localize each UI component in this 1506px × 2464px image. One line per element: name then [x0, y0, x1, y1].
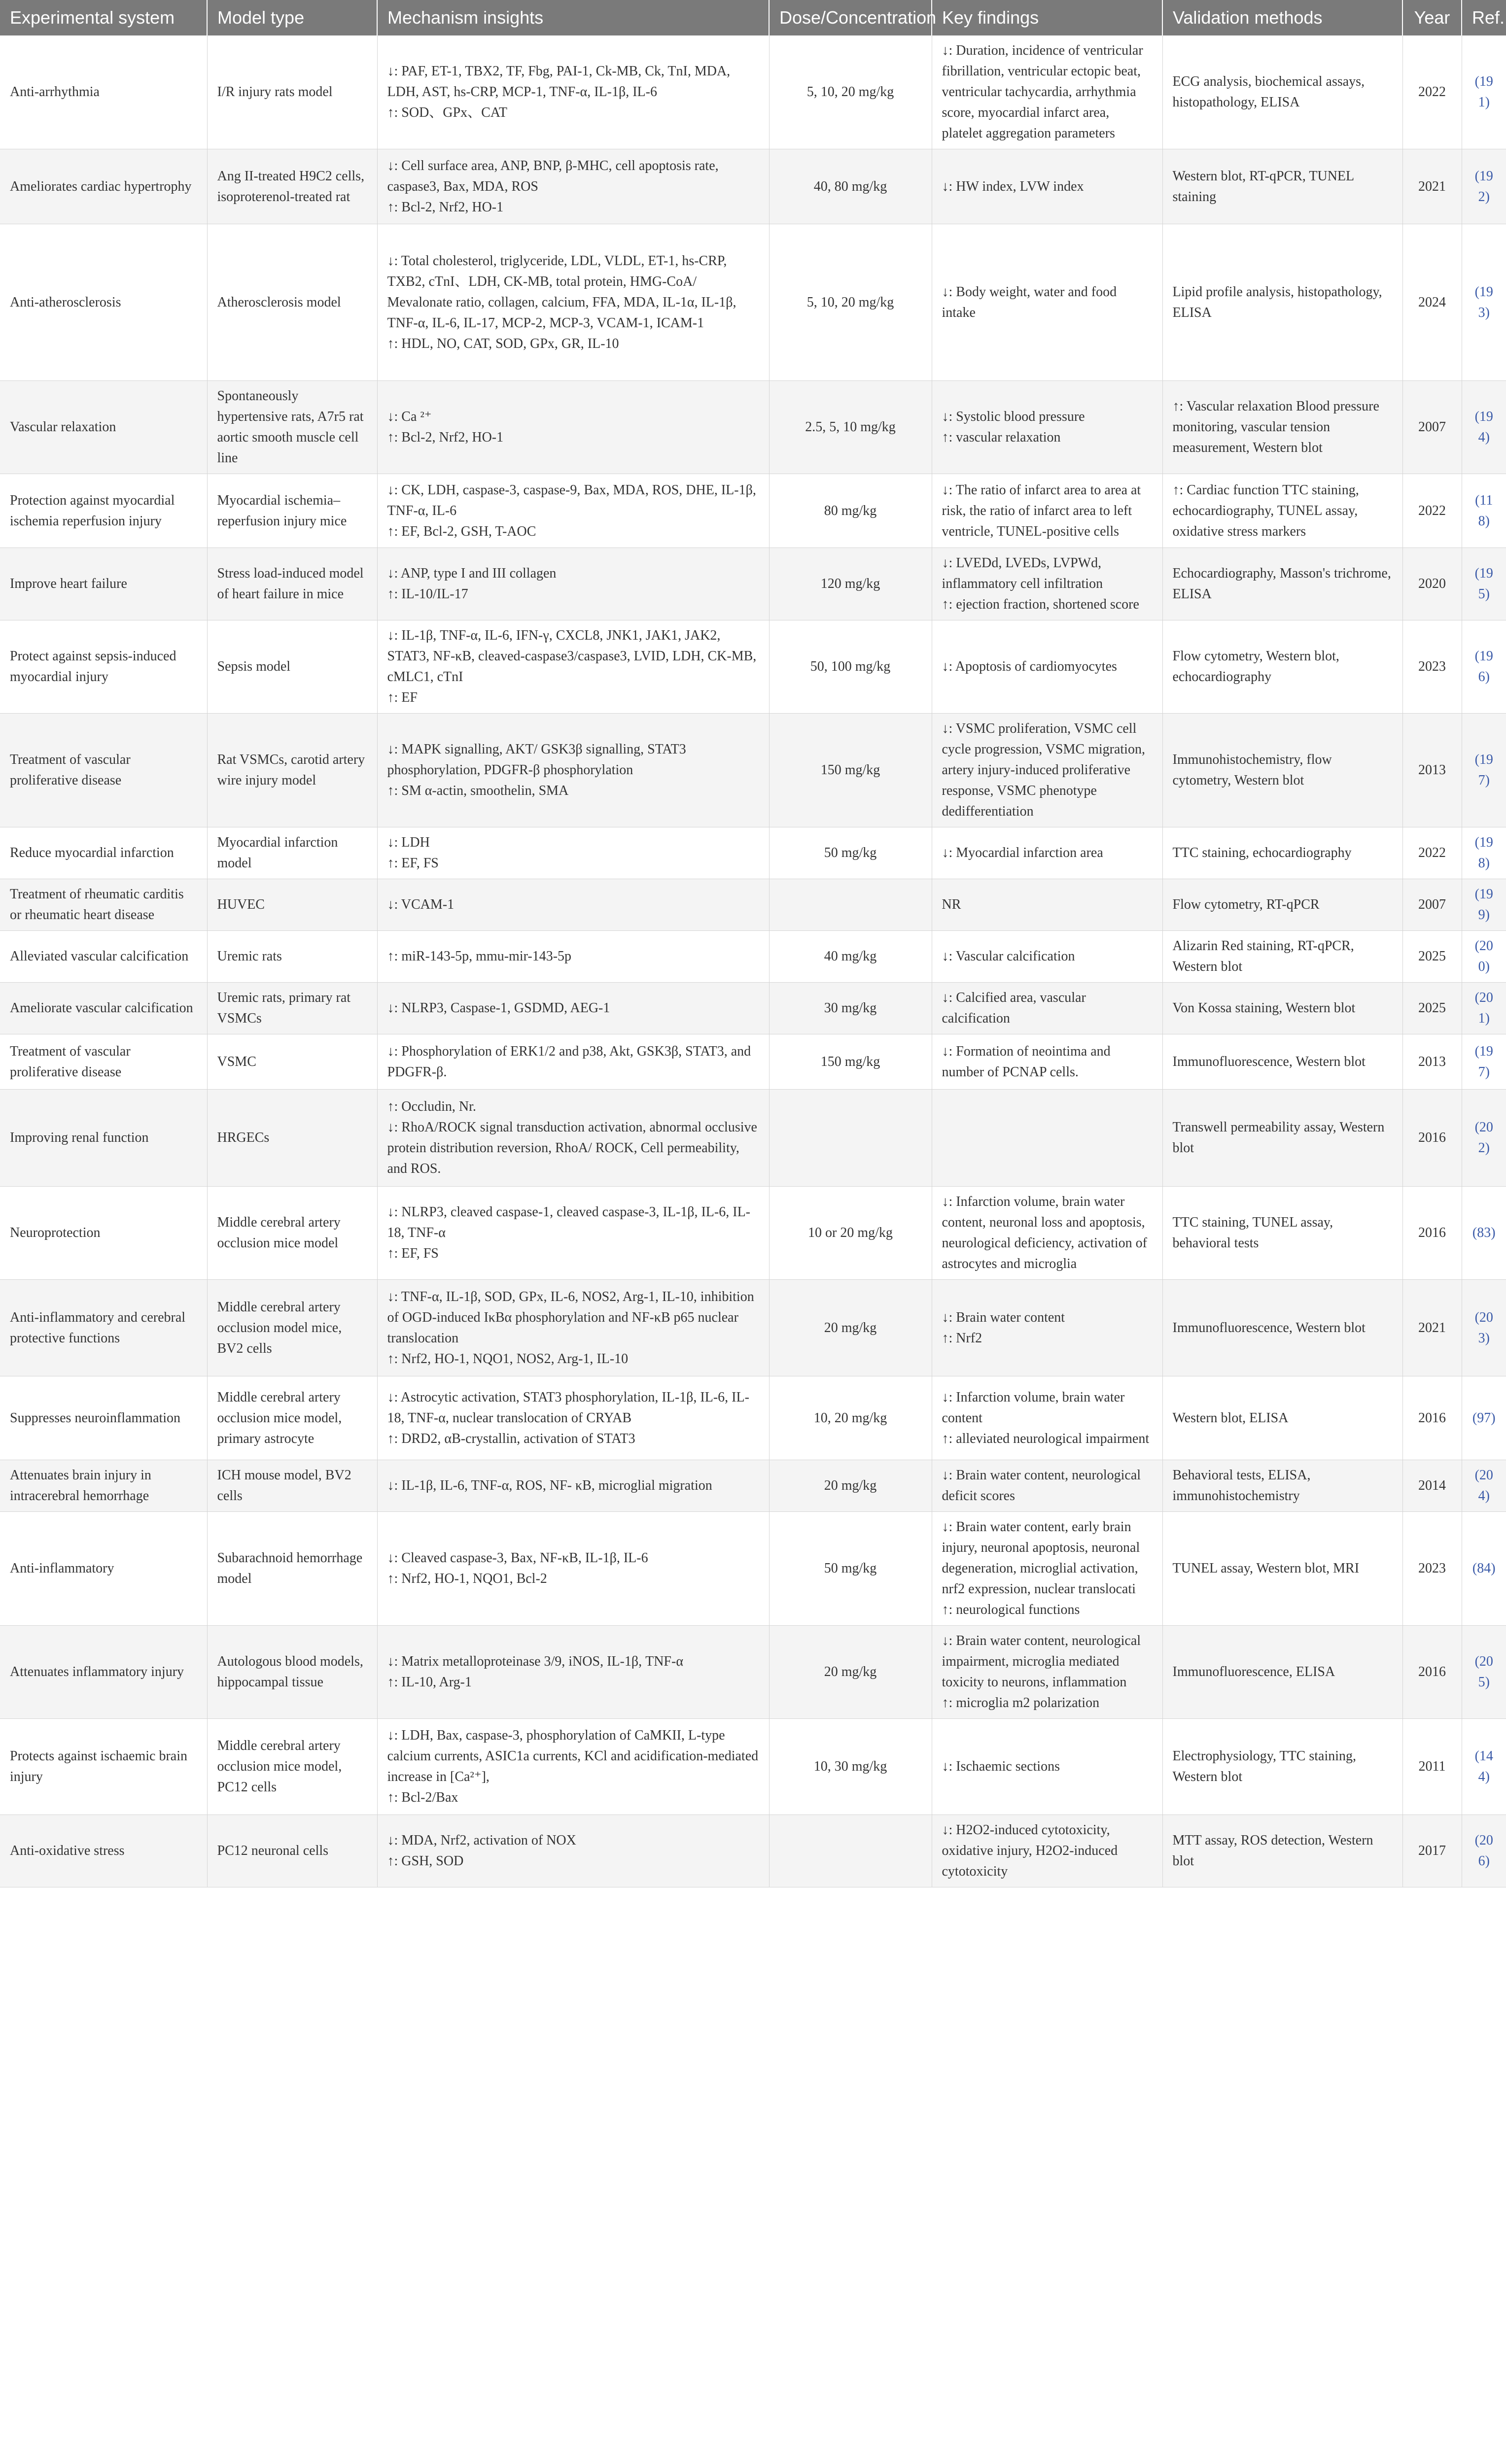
- cell-key-findings-line: ↓: Myocardial infarction area: [942, 845, 1103, 860]
- cell-experimental-system: Treatment of rheumatic carditis or rheumatic heart disease: [0, 879, 207, 931]
- cell-mechanism-line: ↑: EF, FS: [387, 1246, 439, 1261]
- cell-mechanism: [377, 1512, 769, 1626]
- cell-model-type: Sepsis model: [207, 620, 377, 714]
- cell-mechanism-line: ↓: Cleaved caspase-3, Bax, NF-κB, IL-1β, IL-6: [387, 1550, 648, 1566]
- cell-dose: [769, 879, 932, 931]
- cell-key-findings: [932, 381, 1162, 474]
- cell-mechanism-line: ↓: PAF, ET-1, TBX2, TF, Fbg, PAI-1, Ck-MB, Ck, TnI, MDA, LDH, AST, hs-CRP, MCP-1, TNF-α, IL-1β, IL-6: [387, 64, 731, 100]
- cell-dose: 50 mg/kg: [769, 827, 932, 879]
- cell-mechanism-line: ↓: LDH, Bax, caspase-3, phosphorylation of CaMKII, L-type calcium currents, ASIC1a currents, KCl and acidification-mediated increase in [Ca²⁺],: [387, 1728, 759, 1784]
- cell-mechanism-line: ↓: CK, LDH, caspase-3, caspase-9, Bax, MDA, ROS, DHE, IL-1β, TNF-α, IL-6: [387, 482, 756, 518]
- cell-mechanism: [377, 224, 769, 381]
- cell-mechanism-line: ↑: Bcl-2, Nrf2, HO-1: [387, 430, 504, 445]
- cell-key-findings-line: ↑: alleviated neurological impairment: [942, 1431, 1150, 1446]
- cell-key-findings-line: ↓: Calcified area, vascular calcification: [942, 990, 1086, 1026]
- cell-ref[interactable]: (84): [1462, 1512, 1506, 1626]
- cell-ref[interactable]: (199): [1462, 879, 1506, 931]
- cell-dose: 50, 100 mg/kg: [769, 620, 932, 714]
- cell-dose: 2.5, 5, 10 mg/kg: [769, 381, 932, 474]
- header-dose: Dose/Concentration: [769, 0, 932, 35]
- cell-key-findings: [932, 931, 1162, 983]
- cell-validation: TTC staining, echocardiography: [1162, 827, 1402, 879]
- header-model-type: Model type: [207, 0, 377, 35]
- cell-experimental-system: Anti-atherosclerosis: [0, 224, 207, 381]
- cell-mechanism-line: ↓: TNF-α, IL-1β, SOD, GPx, IL-6, NOS2, Arg-1, IL-10, inhibition of OGD-induced IκBα phosphorylation and NF-κB p65 nuclear translocation: [387, 1289, 754, 1346]
- cell-year: 2022: [1402, 35, 1462, 149]
- cell-dose: 5, 10, 20 mg/kg: [769, 35, 932, 149]
- cell-mechanism: [377, 1815, 769, 1887]
- cell-key-findings: [932, 548, 1162, 620]
- cell-key-findings: [932, 1626, 1162, 1719]
- cell-model-type: ICH mouse model, BV2 cells: [207, 1460, 377, 1512]
- cell-experimental-system: Anti-oxidative stress: [0, 1815, 207, 1887]
- cell-ref[interactable]: (97): [1462, 1376, 1506, 1460]
- cell-ref[interactable]: (206): [1462, 1815, 1506, 1887]
- cell-mechanism-line: ↑: HDL, NO, CAT, SOD, GPx, GR, IL-10: [387, 336, 619, 351]
- cell-mechanism-line: ↓: NLRP3, Caspase-1, GSDMD, AEG-1: [387, 1000, 610, 1016]
- cell-validation: Echocardiography, Masson's trichrome, ELISA: [1162, 548, 1402, 620]
- table-row: [0, 1719, 1506, 1815]
- cell-mechanism: [377, 714, 769, 827]
- cell-mechanism: [377, 149, 769, 224]
- cell-dose: 120 mg/kg: [769, 548, 932, 620]
- cell-year: 2025: [1402, 983, 1462, 1034]
- cell-model-type: Spontaneously hypertensive rats, A7r5 rat aortic smooth muscle cell line: [207, 381, 377, 474]
- cell-model-type: Middle cerebral artery occlusion mice model: [207, 1187, 377, 1280]
- cell-mechanism: [377, 620, 769, 714]
- cell-mechanism-line: ↑: Bcl-2/Bax: [387, 1790, 458, 1805]
- cell-year: 2023: [1402, 1512, 1462, 1626]
- cell-mechanism-line: ↓: RhoA/ROCK signal transduction activation, abnormal occlusive protein distribution reversion, RhoA/ ROCK, Cell permeability, and ROS.: [387, 1120, 757, 1176]
- header-validation-methods: Validation methods: [1162, 0, 1402, 35]
- cell-dose: 40 mg/kg: [769, 931, 932, 983]
- cell-mechanism: [377, 879, 769, 931]
- cell-key-findings-line: ↓: Infarction volume, brain water content, neuronal loss and apoptosis, neurological deficiency, activation of astrocytes and microglia: [942, 1194, 1147, 1271]
- cell-key-findings-line: ↑: Nrf2: [942, 1330, 982, 1346]
- cell-key-findings-line: ↓: HW index, LVW index: [942, 178, 1084, 194]
- cell-validation: Electrophysiology, TTC staining, Western blot: [1162, 1719, 1402, 1815]
- cell-key-findings-line: ↓: Brain water content: [942, 1309, 1065, 1325]
- cell-year: 2011: [1402, 1719, 1462, 1815]
- header-mechanism-insights: Mechanism insights: [377, 0, 769, 35]
- cell-dose: 10, 20 mg/kg: [769, 1376, 932, 1460]
- header-key-findings: Key findings: [932, 0, 1162, 35]
- cell-key-findings: [932, 1460, 1162, 1512]
- cell-experimental-system: Treatment of vascular proliferative disease: [0, 1034, 207, 1090]
- cell-model-type: Stress load-induced model of heart failure in mice: [207, 548, 377, 620]
- cell-mechanism-line: ↑: DRD2, αB-crystallin, activation of STAT3: [387, 1431, 635, 1446]
- table-row: [0, 983, 1506, 1034]
- table-row: [0, 381, 1506, 474]
- cell-year: 2013: [1402, 714, 1462, 827]
- cell-ref[interactable]: (198): [1462, 827, 1506, 879]
- cell-key-findings: [932, 827, 1162, 879]
- cell-key-findings-line: ↓: Formation of neointima and number of PCNAP cells.: [942, 1043, 1111, 1080]
- table-row: [0, 1280, 1506, 1376]
- cell-experimental-system: Anti-arrhythmia: [0, 35, 207, 149]
- cell-mechanism-line: ↑: Nrf2, HO-1, NQO1, NOS2, Arg-1, IL-10: [387, 1351, 629, 1367]
- cell-year: 2016: [1402, 1376, 1462, 1460]
- cell-model-type: Atherosclerosis model: [207, 224, 377, 381]
- table-body: [0, 35, 1506, 1887]
- table-row: [0, 931, 1506, 983]
- cell-ref[interactable]: (201): [1462, 983, 1506, 1034]
- cell-experimental-system: Ameliorate vascular calcification: [0, 983, 207, 1034]
- cell-experimental-system: Treatment of vascular proliferative disease: [0, 714, 207, 827]
- cell-key-findings: [932, 1090, 1162, 1187]
- table-row: [0, 474, 1506, 548]
- cell-dose: 50 mg/kg: [769, 1512, 932, 1626]
- cell-key-findings: [932, 1034, 1162, 1090]
- cell-ref[interactable]: (197): [1462, 714, 1506, 827]
- table-row: [0, 149, 1506, 224]
- table-row: [0, 620, 1506, 714]
- cell-key-findings: [932, 149, 1162, 224]
- cell-key-findings: [932, 474, 1162, 548]
- cell-dose: 80 mg/kg: [769, 474, 932, 548]
- cell-mechanism: [377, 1280, 769, 1376]
- cell-validation: Behavioral tests, ELISA, immunohistochemistry: [1162, 1460, 1402, 1512]
- cell-key-findings: [932, 983, 1162, 1034]
- cell-mechanism-line: ↑: EF: [387, 690, 418, 705]
- cell-key-findings: [932, 1280, 1162, 1376]
- table-header: [0, 0, 1506, 35]
- cell-mechanism: [377, 1719, 769, 1815]
- cell-mechanism-line: ↓: VCAM-1: [387, 897, 455, 912]
- cell-year: 2016: [1402, 1187, 1462, 1280]
- cell-validation: Immunohistochemistry, flow cytometry, Western blot: [1162, 714, 1402, 827]
- cell-year: 2024: [1402, 224, 1462, 381]
- cell-key-findings: [932, 35, 1162, 149]
- cell-ref[interactable]: (197): [1462, 1034, 1506, 1090]
- cell-validation: MTT assay, ROS detection, Western blot: [1162, 1815, 1402, 1887]
- cell-mechanism: [377, 1090, 769, 1187]
- table-row: [0, 1376, 1506, 1460]
- cell-key-findings-line: ↓: Infarction volume, brain water content: [942, 1389, 1125, 1426]
- cell-mechanism-line: ↓: Matrix metalloproteinase 3/9, iNOS, IL-1β, TNF-α: [387, 1654, 683, 1669]
- cell-mechanism-line: ↓: LDH: [387, 835, 430, 850]
- cell-validation: Von Kossa staining, Western blot: [1162, 983, 1402, 1034]
- cell-experimental-system: Neuroprotection: [0, 1187, 207, 1280]
- cell-mechanism-line: ↓: IL-1β, TNF-α, IL-6, IFN-γ, CXCL8, JNK1, JAK1, JAK2, STAT3, NF-κB, cleaved-caspase3/caspase3, LVID, LDH, CK-MB, cMLC1, cTnI: [387, 628, 757, 684]
- cell-key-findings-line: ↓: Vascular calcification: [942, 949, 1075, 964]
- cell-ref[interactable]: (192): [1462, 149, 1506, 224]
- cell-year: 2016: [1402, 1090, 1462, 1187]
- cell-mechanism: [377, 381, 769, 474]
- cell-mechanism: [377, 35, 769, 149]
- cell-year: 2014: [1402, 1460, 1462, 1512]
- cell-validation: Transwell permeability assay, Western blot: [1162, 1090, 1402, 1187]
- cell-validation: ↑: Cardiac function TTC staining, echocardiography, TUNEL assay, oxidative stress markers: [1162, 474, 1402, 548]
- cell-validation: Western blot, RT-qPCR, TUNEL staining: [1162, 149, 1402, 224]
- cell-ref[interactable]: (204): [1462, 1460, 1506, 1512]
- header-ref: Ref.: [1462, 0, 1506, 35]
- cell-ref[interactable]: (195): [1462, 548, 1506, 620]
- cell-key-findings-line: ↓: H2O2-induced cytotoxicity, oxidative injury, H2O2-induced cytotoxicity: [942, 1822, 1118, 1879]
- cell-model-type: Ang II-treated H9C2 cells, isoproterenol-treated rat: [207, 149, 377, 224]
- cell-experimental-system: Anti-inflammatory and cerebral protective functions: [0, 1280, 207, 1376]
- cell-model-type: Uremic rats: [207, 931, 377, 983]
- cell-mechanism-line: ↑: SOD、GPx、CAT: [387, 105, 507, 120]
- cell-model-type: VSMC: [207, 1034, 377, 1090]
- cell-year: 2007: [1402, 879, 1462, 931]
- cell-mechanism-line: ↑: GSH, SOD: [387, 1853, 464, 1869]
- cell-mechanism-line: ↑: Bcl-2, Nrf2, HO-1: [387, 199, 504, 215]
- cell-validation: Western blot, ELISA: [1162, 1376, 1402, 1460]
- cell-mechanism-line: ↓: Phosphorylation of ERK1/2 and p38, Akt, GSK3β, STAT3, and PDGFR-β.: [387, 1043, 751, 1080]
- cell-validation: TTC staining, TUNEL assay, behavioral tests: [1162, 1187, 1402, 1280]
- cell-key-findings: [932, 224, 1162, 381]
- cell-mechanism-line: ↓: ANP, type I and III collagen: [387, 566, 557, 581]
- cell-model-type: Middle cerebral artery occlusion model mice, BV2 cells: [207, 1280, 377, 1376]
- cell-mechanism-line: ↓: IL-1β, IL-6, TNF-α, ROS, NF- κB, microglial migration: [387, 1478, 712, 1493]
- cell-mechanism: [377, 1626, 769, 1719]
- cell-year: 2013: [1402, 1034, 1462, 1090]
- cell-year: 2017: [1402, 1815, 1462, 1887]
- cell-year: 2022: [1402, 827, 1462, 879]
- cell-year: 2022: [1402, 474, 1462, 548]
- cell-experimental-system: Protect against sepsis-induced myocardial injury: [0, 620, 207, 714]
- cell-dose: [769, 1815, 932, 1887]
- cell-experimental-system: Improving renal function: [0, 1090, 207, 1187]
- cell-key-findings-line: ↓: Brain water content, neurological impairment, microglia mediated toxicity to neurons, inflammation: [942, 1633, 1141, 1690]
- header-experimental-system: Experimental system: [0, 0, 207, 35]
- cell-model-type: Myocardial ischemia–reperfusion injury mice: [207, 474, 377, 548]
- cell-dose: 10 or 20 mg/kg: [769, 1187, 932, 1280]
- cell-experimental-system: Attenuates brain injury in intracerebral hemorrhage: [0, 1460, 207, 1512]
- cell-ref[interactable]: (205): [1462, 1626, 1506, 1719]
- cell-year: 2021: [1402, 1280, 1462, 1376]
- cell-key-findings-line: ↓: Ischaemic sections: [942, 1759, 1060, 1774]
- cell-experimental-system: Improve heart failure: [0, 548, 207, 620]
- table-row: [0, 1090, 1506, 1187]
- cell-ref[interactable]: (83): [1462, 1187, 1506, 1280]
- cell-mechanism-line: ↑: Nrf2, HO-1, NQO1, Bcl-2: [387, 1571, 547, 1586]
- cell-mechanism: [377, 548, 769, 620]
- table-row: [0, 879, 1506, 931]
- cell-ref[interactable]: (194): [1462, 381, 1506, 474]
- cell-mechanism: [377, 474, 769, 548]
- cell-mechanism: [377, 983, 769, 1034]
- cell-key-findings-line: ↓: Duration, incidence of ventricular fibrillation, ventricular ectopic beat, ventricular tachycardia, arrhythmia score, myocardial infarct area, platelet aggregation parameters: [942, 43, 1143, 141]
- cell-validation: ECG analysis, biochemical assays, histopathology, ELISA: [1162, 35, 1402, 149]
- table-row: [0, 1034, 1506, 1090]
- cell-mechanism: [377, 1187, 769, 1280]
- cell-mechanism-line: ↑: miR-143-5p, mmu-mir-143-5p: [387, 949, 572, 964]
- cell-ref[interactable]: (202): [1462, 1090, 1506, 1187]
- table-row: [0, 1187, 1506, 1280]
- cell-mechanism-line: ↑: EF, FS: [387, 856, 439, 871]
- cell-mechanism-line: ↓: Astrocytic activation, STAT3 phosphorylation, IL-1β, IL-6, IL-18, TNF-α, nuclear translocation of CRYAB: [387, 1389, 749, 1426]
- cell-key-findings-line: ↓: The ratio of infarct area to area at risk, the ratio of infarct area to left ventricle, TUNEL-positive cells: [942, 482, 1141, 539]
- cell-key-findings-line: ↑: ejection fraction, shortened score: [942, 597, 1139, 612]
- cell-mechanism-line: ↓: Ca ²⁺: [387, 409, 432, 424]
- cell-model-type: Subarachnoid hemorrhage model: [207, 1512, 377, 1626]
- cell-experimental-system: Alleviated vascular calcification: [0, 931, 207, 983]
- cell-model-type: Myocardial infarction model: [207, 827, 377, 879]
- cell-dose: 5, 10, 20 mg/kg: [769, 224, 932, 381]
- cell-key-findings-line: ↓: Body weight, water and food intake: [942, 284, 1117, 320]
- cell-key-findings-line: NR: [942, 897, 961, 912]
- cell-experimental-system: Vascular relaxation: [0, 381, 207, 474]
- cell-key-findings: [932, 1512, 1162, 1626]
- cell-mechanism-line: ↑: IL-10/IL-17: [387, 586, 468, 602]
- cell-experimental-system: Anti-inflammatory: [0, 1512, 207, 1626]
- cell-dose: 20 mg/kg: [769, 1280, 932, 1376]
- cell-year: 2016: [1402, 1626, 1462, 1719]
- table-row: [0, 548, 1506, 620]
- cell-ref[interactable]: (196): [1462, 620, 1506, 714]
- cell-model-type: HRGECs: [207, 1090, 377, 1187]
- cell-year: 2023: [1402, 620, 1462, 714]
- cell-experimental-system: Ameliorates cardiac hypertrophy: [0, 149, 207, 224]
- cell-key-findings: [932, 1187, 1162, 1280]
- cell-mechanism-line: ↑: SM α-actin, smoothelin, SMA: [387, 783, 569, 798]
- cell-experimental-system: Protection against myocardial ischemia reperfusion injury: [0, 474, 207, 548]
- cell-model-type: PC12 neuronal cells: [207, 1815, 377, 1887]
- cell-experimental-system: Attenuates inflammatory injury: [0, 1626, 207, 1719]
- cell-mechanism-line: ↓: MAPK signalling, AKT/ GSK3β signalling, STAT3 phosphorylation, PDGFR-β phosphorylation: [387, 742, 686, 778]
- cell-dose: 20 mg/kg: [769, 1460, 932, 1512]
- cell-mechanism-line: ↑: EF, Bcl-2, GSH, T-AOC: [387, 523, 536, 539]
- cell-model-type: Rat VSMCs, carotid artery wire injury model: [207, 714, 377, 827]
- cell-year: 2020: [1402, 548, 1462, 620]
- cell-model-type: Autologous blood models, hippocampal tissue: [207, 1626, 377, 1719]
- cell-year: 2007: [1402, 381, 1462, 474]
- cell-mechanism-line: ↓: MDA, Nrf2, activation of NOX: [387, 1833, 576, 1848]
- cell-experimental-system: Reduce myocardial infarction: [0, 827, 207, 879]
- table-row: [0, 1460, 1506, 1512]
- cell-dose: 150 mg/kg: [769, 714, 932, 827]
- cell-key-findings-line: ↓: Systolic blood pressure: [942, 409, 1085, 424]
- cell-ref[interactable]: (191): [1462, 35, 1506, 149]
- cell-ref[interactable]: (203): [1462, 1280, 1506, 1376]
- cell-model-type: HUVEC: [207, 879, 377, 931]
- cell-dose: 30 mg/kg: [769, 983, 932, 1034]
- cell-ref[interactable]: (118): [1462, 474, 1506, 548]
- table-row: [0, 1626, 1506, 1719]
- cell-experimental-system: Protects against ischaemic brain injury: [0, 1719, 207, 1815]
- cell-validation: Immunofluorescence, Western blot: [1162, 1280, 1402, 1376]
- cell-validation: ↑: Vascular relaxation Blood pressure monitoring, vascular tension measurement, Western blot: [1162, 381, 1402, 474]
- cell-key-findings: [932, 714, 1162, 827]
- cell-validation: Immunofluorescence, ELISA: [1162, 1626, 1402, 1719]
- cell-model-type: I/R injury rats model: [207, 35, 377, 149]
- cell-key-findings-line: ↓: Brain water content, early brain injury, neuronal apoptosis, neuronal degeneration, microglial activation, nrf2 expression, nuclear translocati: [942, 1519, 1140, 1597]
- cell-key-findings-line: ↓: VSMC proliferation, VSMC cell cycle progression, VSMC migration, artery injury-induced proliferative response, VSMC phenotype dedifferentiation: [942, 721, 1145, 819]
- cell-key-findings-line: ↓: Apoptosis of cardiomyocytes: [942, 659, 1117, 674]
- cell-key-findings-line: ↑: microglia m2 polarization: [942, 1695, 1100, 1711]
- cell-year: 2025: [1402, 931, 1462, 983]
- cell-key-findings: [932, 1815, 1162, 1887]
- cell-ref[interactable]: (200): [1462, 931, 1506, 983]
- cell-mechanism-line: ↓: Total cholesterol, triglyceride, LDL, VLDL, ET-1, hs-CRP, TXB2, cTnI、LDH, CK-MB, total protein, HMG-CoA/ Mevalonate ratio, collagen, calcium, FFA, MDA, IL-1α, IL-1β, TNF-α, IL-6, IL-17, MCP-2, MCP-3, VCAM-1, ICAM-1: [387, 253, 736, 331]
- cell-mechanism: [377, 1460, 769, 1512]
- table-row: [0, 1815, 1506, 1887]
- cell-ref[interactable]: (144): [1462, 1719, 1506, 1815]
- cell-mechanism-line: ↓: Cell surface area, ANP, BNP, β-MHC, cell apoptosis rate, caspase3, Bax, MDA, ROS: [387, 158, 719, 194]
- cell-validation: Flow cytometry, Western blot, echocardiography: [1162, 620, 1402, 714]
- cell-model-type: Middle cerebral artery occlusion mice model, PC12 cells: [207, 1719, 377, 1815]
- cell-mechanism: [377, 827, 769, 879]
- cell-dose: 40, 80 mg/kg: [769, 149, 932, 224]
- table-row: [0, 35, 1506, 149]
- cell-key-findings: [932, 620, 1162, 714]
- table-row: [0, 714, 1506, 827]
- cell-experimental-system: Suppresses neuroinflammation: [0, 1376, 207, 1460]
- table-row: [0, 827, 1506, 879]
- cell-dose: 20 mg/kg: [769, 1626, 932, 1719]
- header-year: Year: [1402, 0, 1462, 35]
- cell-model-type: Middle cerebral artery occlusion mice model, primary astrocyte: [207, 1376, 377, 1460]
- cell-mechanism-line: ↑: IL-10, Arg-1: [387, 1675, 472, 1690]
- cell-mechanism: [377, 1376, 769, 1460]
- cell-mechanism: [377, 931, 769, 983]
- cell-mechanism-line: ↓: NLRP3, cleaved caspase-1, cleaved caspase-3, IL-1β, IL-6, IL-18, TNF-α: [387, 1204, 750, 1240]
- cell-key-findings-line: ↑: vascular relaxation: [942, 430, 1061, 445]
- cell-key-findings-line: ↑: neurological functions: [942, 1602, 1080, 1617]
- table-row: [0, 1512, 1506, 1626]
- cell-mechanism: [377, 1034, 769, 1090]
- cell-dose: 10, 30 mg/kg: [769, 1719, 932, 1815]
- table-row: [0, 224, 1506, 381]
- cell-key-findings: [932, 1376, 1162, 1460]
- cell-key-findings-line: ↓: Brain water content, neurological deficit scores: [942, 1468, 1141, 1504]
- cell-year: 2021: [1402, 149, 1462, 224]
- cell-validation: TUNEL assay, Western blot, MRI: [1162, 1512, 1402, 1626]
- cell-key-findings-line: ↓: LVEDd, LVEDs, LVPWd, inflammatory cell infiltration: [942, 555, 1103, 591]
- cell-validation: Lipid profile analysis, histopathology, ELISA: [1162, 224, 1402, 381]
- cell-key-findings: [932, 879, 1162, 931]
- cell-key-findings: [932, 1719, 1162, 1815]
- cell-ref[interactable]: (193): [1462, 224, 1506, 381]
- cell-validation: Flow cytometry, RT-qPCR: [1162, 879, 1402, 931]
- cell-model-type: Uremic rats, primary rat VSMCs: [207, 983, 377, 1034]
- cell-dose: 150 mg/kg: [769, 1034, 932, 1090]
- cell-validation: Immunofluorescence, Western blot: [1162, 1034, 1402, 1090]
- cell-validation: Alizarin Red staining, RT-qPCR, Western blot: [1162, 931, 1402, 983]
- cell-mechanism-line: ↑: Occludin, Nr.: [387, 1099, 476, 1114]
- cell-dose: [769, 1090, 932, 1187]
